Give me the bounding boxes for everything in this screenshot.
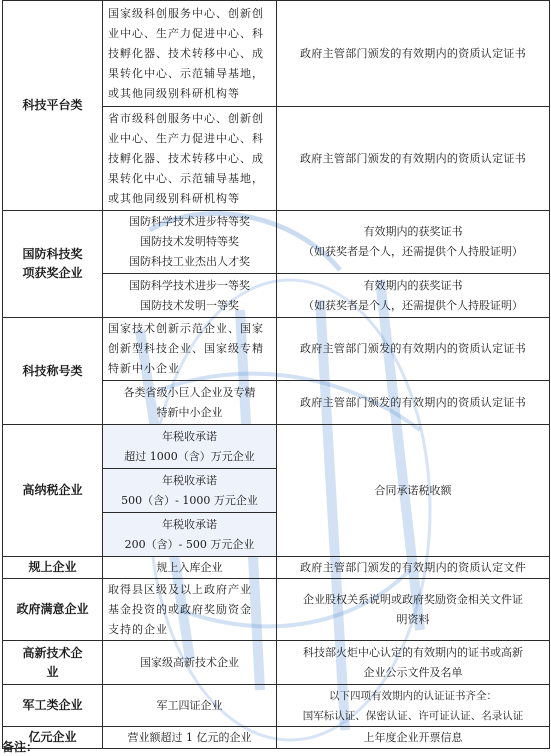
requirement-national-title: 国家技术创新示范企业、国家 创新型科技企业、国家级专精 特新中小企业 [103,318,277,381]
requirement-billion: 营业额超过 1 亿元的企业 [103,727,277,749]
requirement-national-platform: 国家级科创服务中心、创新创 业中心、生产力促进中心、科 技孵化器、技术转移中心、成 果转化中心、示范辅导基地， 或其他同级别科研机构等 [103,1,277,107]
document-tax-commitment: 合同承诺税收额 [277,425,550,557]
category-defense-award: 国防科技奖 项获奖企业 [3,211,103,318]
document-military: 以下四项有效期内的认证证书齐全： 国军标认证、保密认证、许可证认证、名录认证 [277,685,550,727]
requirement-tax-200-500: 年税收承诺 200（含）- 500 万元企业 [103,513,277,557]
category-high-tax: 高纳税企业 [3,425,103,557]
requirement-tax-over-1000: 年税收承诺 超过 1000（含）万元企业 [103,425,277,469]
requirement-provincial-platform: 省市级科创服务中心、创新创 业中心、生产力促进中心、科 技孵化器、技术转移中心、成 果转化中心、示范辅导基地， 或其他同级别科研机构等 [103,107,277,211]
document-defense-special-award: 有效期内的获奖证书 （如获奖者是个人，还需提供个人持股证明） [277,211,550,274]
document-provincial-title: 政府主管部门颁发的有效期内的资质认定证书 [277,381,550,425]
note-label: 备注： [2,740,39,754]
category-tech-platform: 科技平台类 [3,1,103,211]
document-scale-enterprise: 政府主管部门颁发的有效期内的资质认定文件 [277,557,550,579]
requirement-provincial-title: 各类省级小巨人企业及专精 特新中小企业 [103,381,277,425]
document-provincial-platform: 政府主管部门颁发的有效期内的资质认定证书 [277,107,550,211]
category-scale-enterprise: 规上企业 [3,557,103,579]
document-national-platform: 政府主管部门颁发的有效期内的资质认定证书 [277,1,550,107]
document-defense-first-award: 有效期内的获奖证书 （如获奖者是个人，还需提供个人持股证明） [277,274,550,318]
document-high-tech: 科技部火炬中心认定的有效期内的证书或高新 企业公示文件及名单 [277,641,550,685]
category-tech-title: 科技称号类 [3,318,103,425]
document-gov-funding: 企业股权关系说明或政府奖励资金相关文件证 明资料 [277,579,550,641]
category-billion: 亿元企业 [3,727,103,749]
requirement-defense-special-award: 国防科学技术进步特等奖 国防技术发明特等奖 国防科技工业杰出人才奖 [103,211,277,274]
requirement-tax-500-1000: 年税收承诺 500（含）- 1000 万元企业 [103,469,277,513]
category-military: 军工类企业 [3,685,103,727]
qualification-table [2,0,550,749]
document-billion: 上年度企业开票信息 [277,727,550,749]
requirement-scale-enterprise: 规上入库企业 [103,557,277,579]
category-gov-satisfied: 政府满意企业 [3,579,103,641]
document-national-title: 政府主管部门颁发的有效期内的资质认定证书 [277,318,550,381]
requirement-defense-first-award: 国防科学技术进步一等奖 国防技术发明一等奖 [103,274,277,318]
requirement-gov-funding: 取得县区级及以上政府产业 基金投资的或政府奖励资金 支持的企业 [103,579,277,641]
category-high-tech: 高新技术企 业 [3,641,103,685]
requirement-military: 军工四证企业 [103,685,277,727]
requirement-high-tech: 国家级高新技术企业 [103,641,277,685]
